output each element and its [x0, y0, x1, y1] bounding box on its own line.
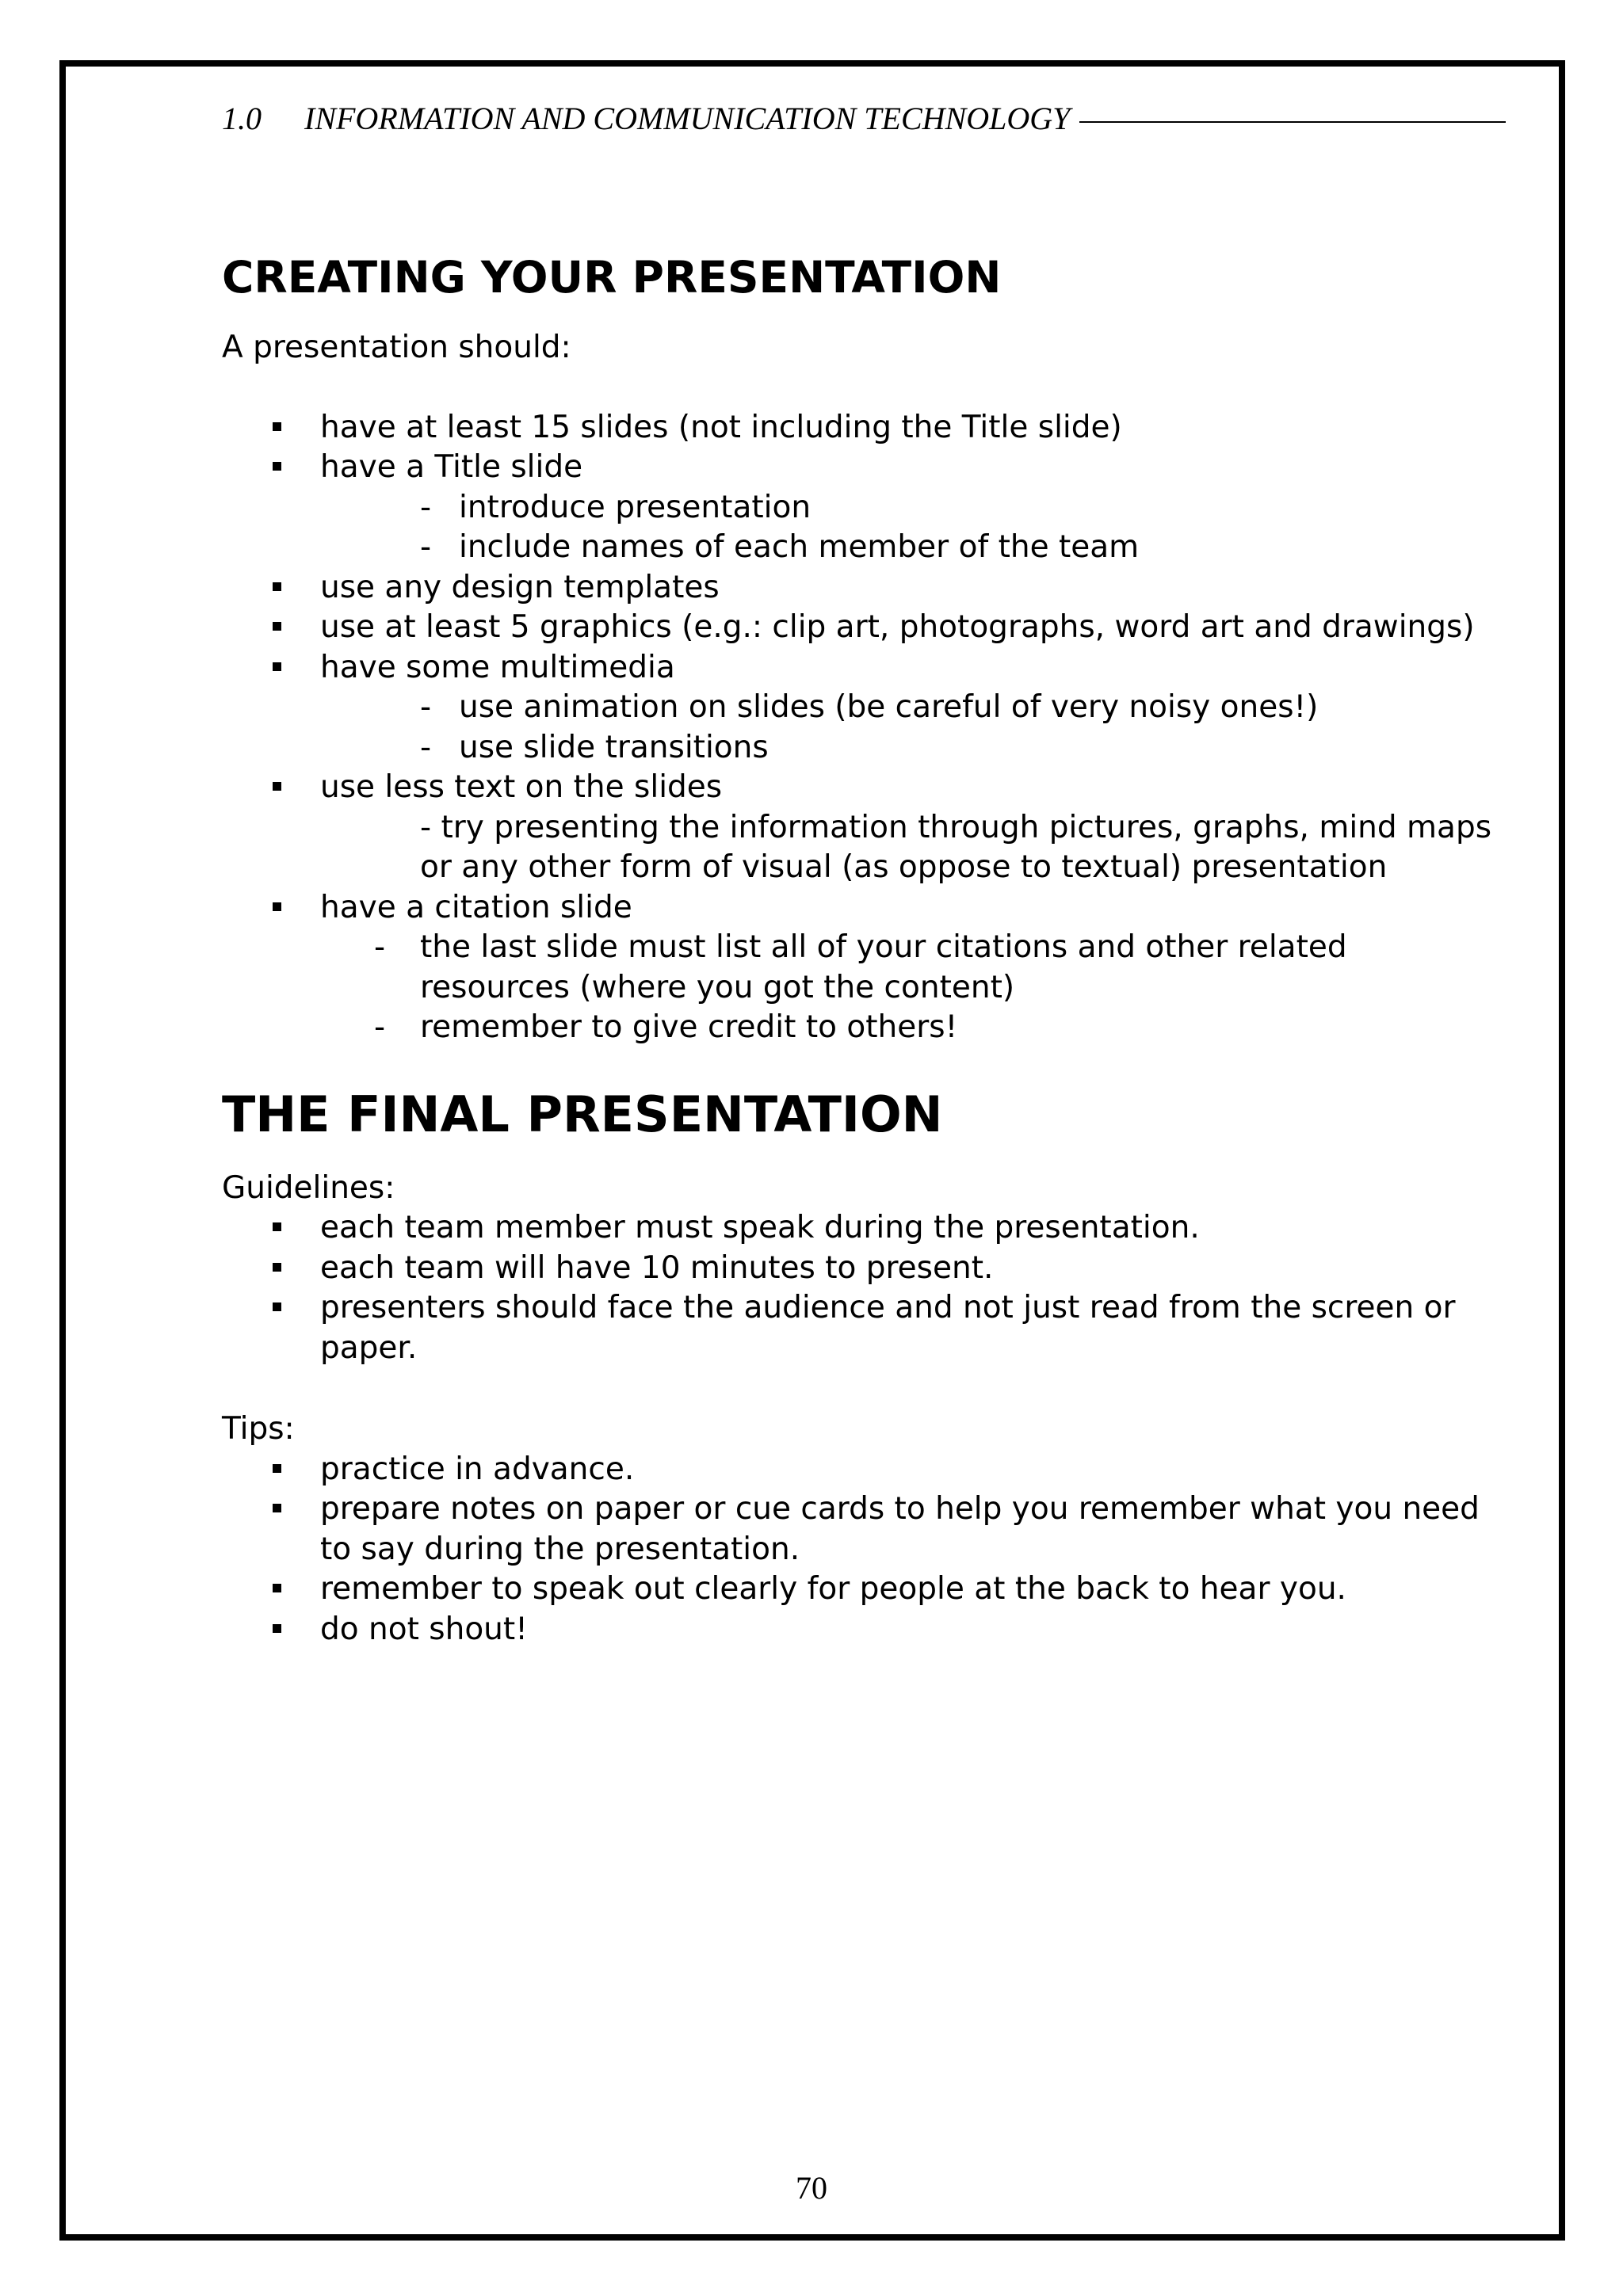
square-bullet-icon	[273, 1584, 281, 1592]
list-item: practice in advance.	[222, 1450, 1506, 1490]
guidelines-label: Guidelines:	[222, 1169, 395, 1206]
square-bullet-icon	[273, 422, 281, 431]
header-rule	[1079, 121, 1506, 123]
square-bullet-icon	[273, 902, 281, 911]
final-heading: THE FINAL PRESENTATION	[222, 1085, 943, 1143]
square-bullet-icon	[273, 1302, 281, 1311]
sub-note: - try presenting the information through pictures, graphs, mind maps or any other form of visual (as oppose to textual) presentation	[420, 809, 1492, 885]
square-bullet-icon	[273, 1222, 281, 1231]
sub-item: - the last slide must list all of your citations and other related resources (where you got the content)	[374, 929, 1347, 1005]
list-item: use less text on the slides - try presenting the information through pictures, graphs, mind maps or any other form of visual (as oppose to textual) presentation	[222, 768, 1506, 888]
page-number: 70	[796, 2170, 827, 2206]
page-content	[222, 238, 1506, 1650]
list-item: have a citation slide - the last slide must list all of your citations and other related resources (where you got the content) - remember to give credit to others!	[222, 888, 1506, 1048]
creating-list	[222, 408, 1506, 1048]
creating-intro: A presentation should:	[222, 330, 571, 365]
list-item: each team will have 10 minutes to present.	[222, 1249, 1506, 1289]
square-bullet-icon	[273, 462, 281, 471]
list-item: have some multimedia - use animation on slides (be careful of very noisy ones!) - use slide transitions	[222, 648, 1506, 769]
square-bullet-icon	[273, 1263, 281, 1272]
tips-list	[222, 1450, 1506, 1650]
list-item: presenters should face the audience and not just read from the screen or paper.	[222, 1288, 1506, 1368]
sub-item: - use animation on slides (be careful of very noisy ones!)	[420, 689, 1319, 725]
running-header	[222, 98, 1506, 138]
square-bullet-icon	[273, 582, 281, 591]
square-bullet-icon	[273, 1624, 281, 1633]
square-bullet-icon	[273, 662, 281, 671]
list-item: each team member must speak during the presentation.	[222, 1208, 1506, 1249]
sub-item: - use slide transitions	[420, 729, 769, 765]
list-item: have a Title slide - introduce presentation - include names of each member of the team	[222, 448, 1506, 568]
square-bullet-icon	[273, 1504, 281, 1512]
list-item: use any design templates	[222, 568, 1506, 608]
list-item: use at least 5 graphics (e.g.: clip art, photographs, word art and drawings)	[222, 608, 1506, 648]
list-item: remember to speak out clearly for people at the back to hear you.	[222, 1569, 1506, 1610]
square-bullet-icon	[273, 622, 281, 631]
square-bullet-icon	[273, 1464, 281, 1473]
list-item: do not shout!	[222, 1610, 1506, 1650]
tips-label: Tips:	[222, 1411, 295, 1447]
section-number: 1.0	[222, 100, 262, 136]
sub-item: - remember to give credit to others!	[374, 1009, 958, 1045]
list-item: prepare notes on paper or cue cards to help you remember what you need to say during the presentation.	[222, 1489, 1506, 1569]
section-title: INFORMATION AND COMMUNICATION TECHNOLOGY	[304, 100, 1071, 136]
sub-item: - include names of each member of the team	[420, 529, 1140, 565]
square-bullet-icon	[273, 782, 281, 791]
creating-heading: CREATING YOUR PRESENTATION	[222, 252, 1002, 303]
list-item: have at least 15 slides (not including the Title slide)	[222, 408, 1506, 448]
sub-item: - introduce presentation	[420, 489, 812, 525]
guidelines-list	[222, 1208, 1506, 1368]
